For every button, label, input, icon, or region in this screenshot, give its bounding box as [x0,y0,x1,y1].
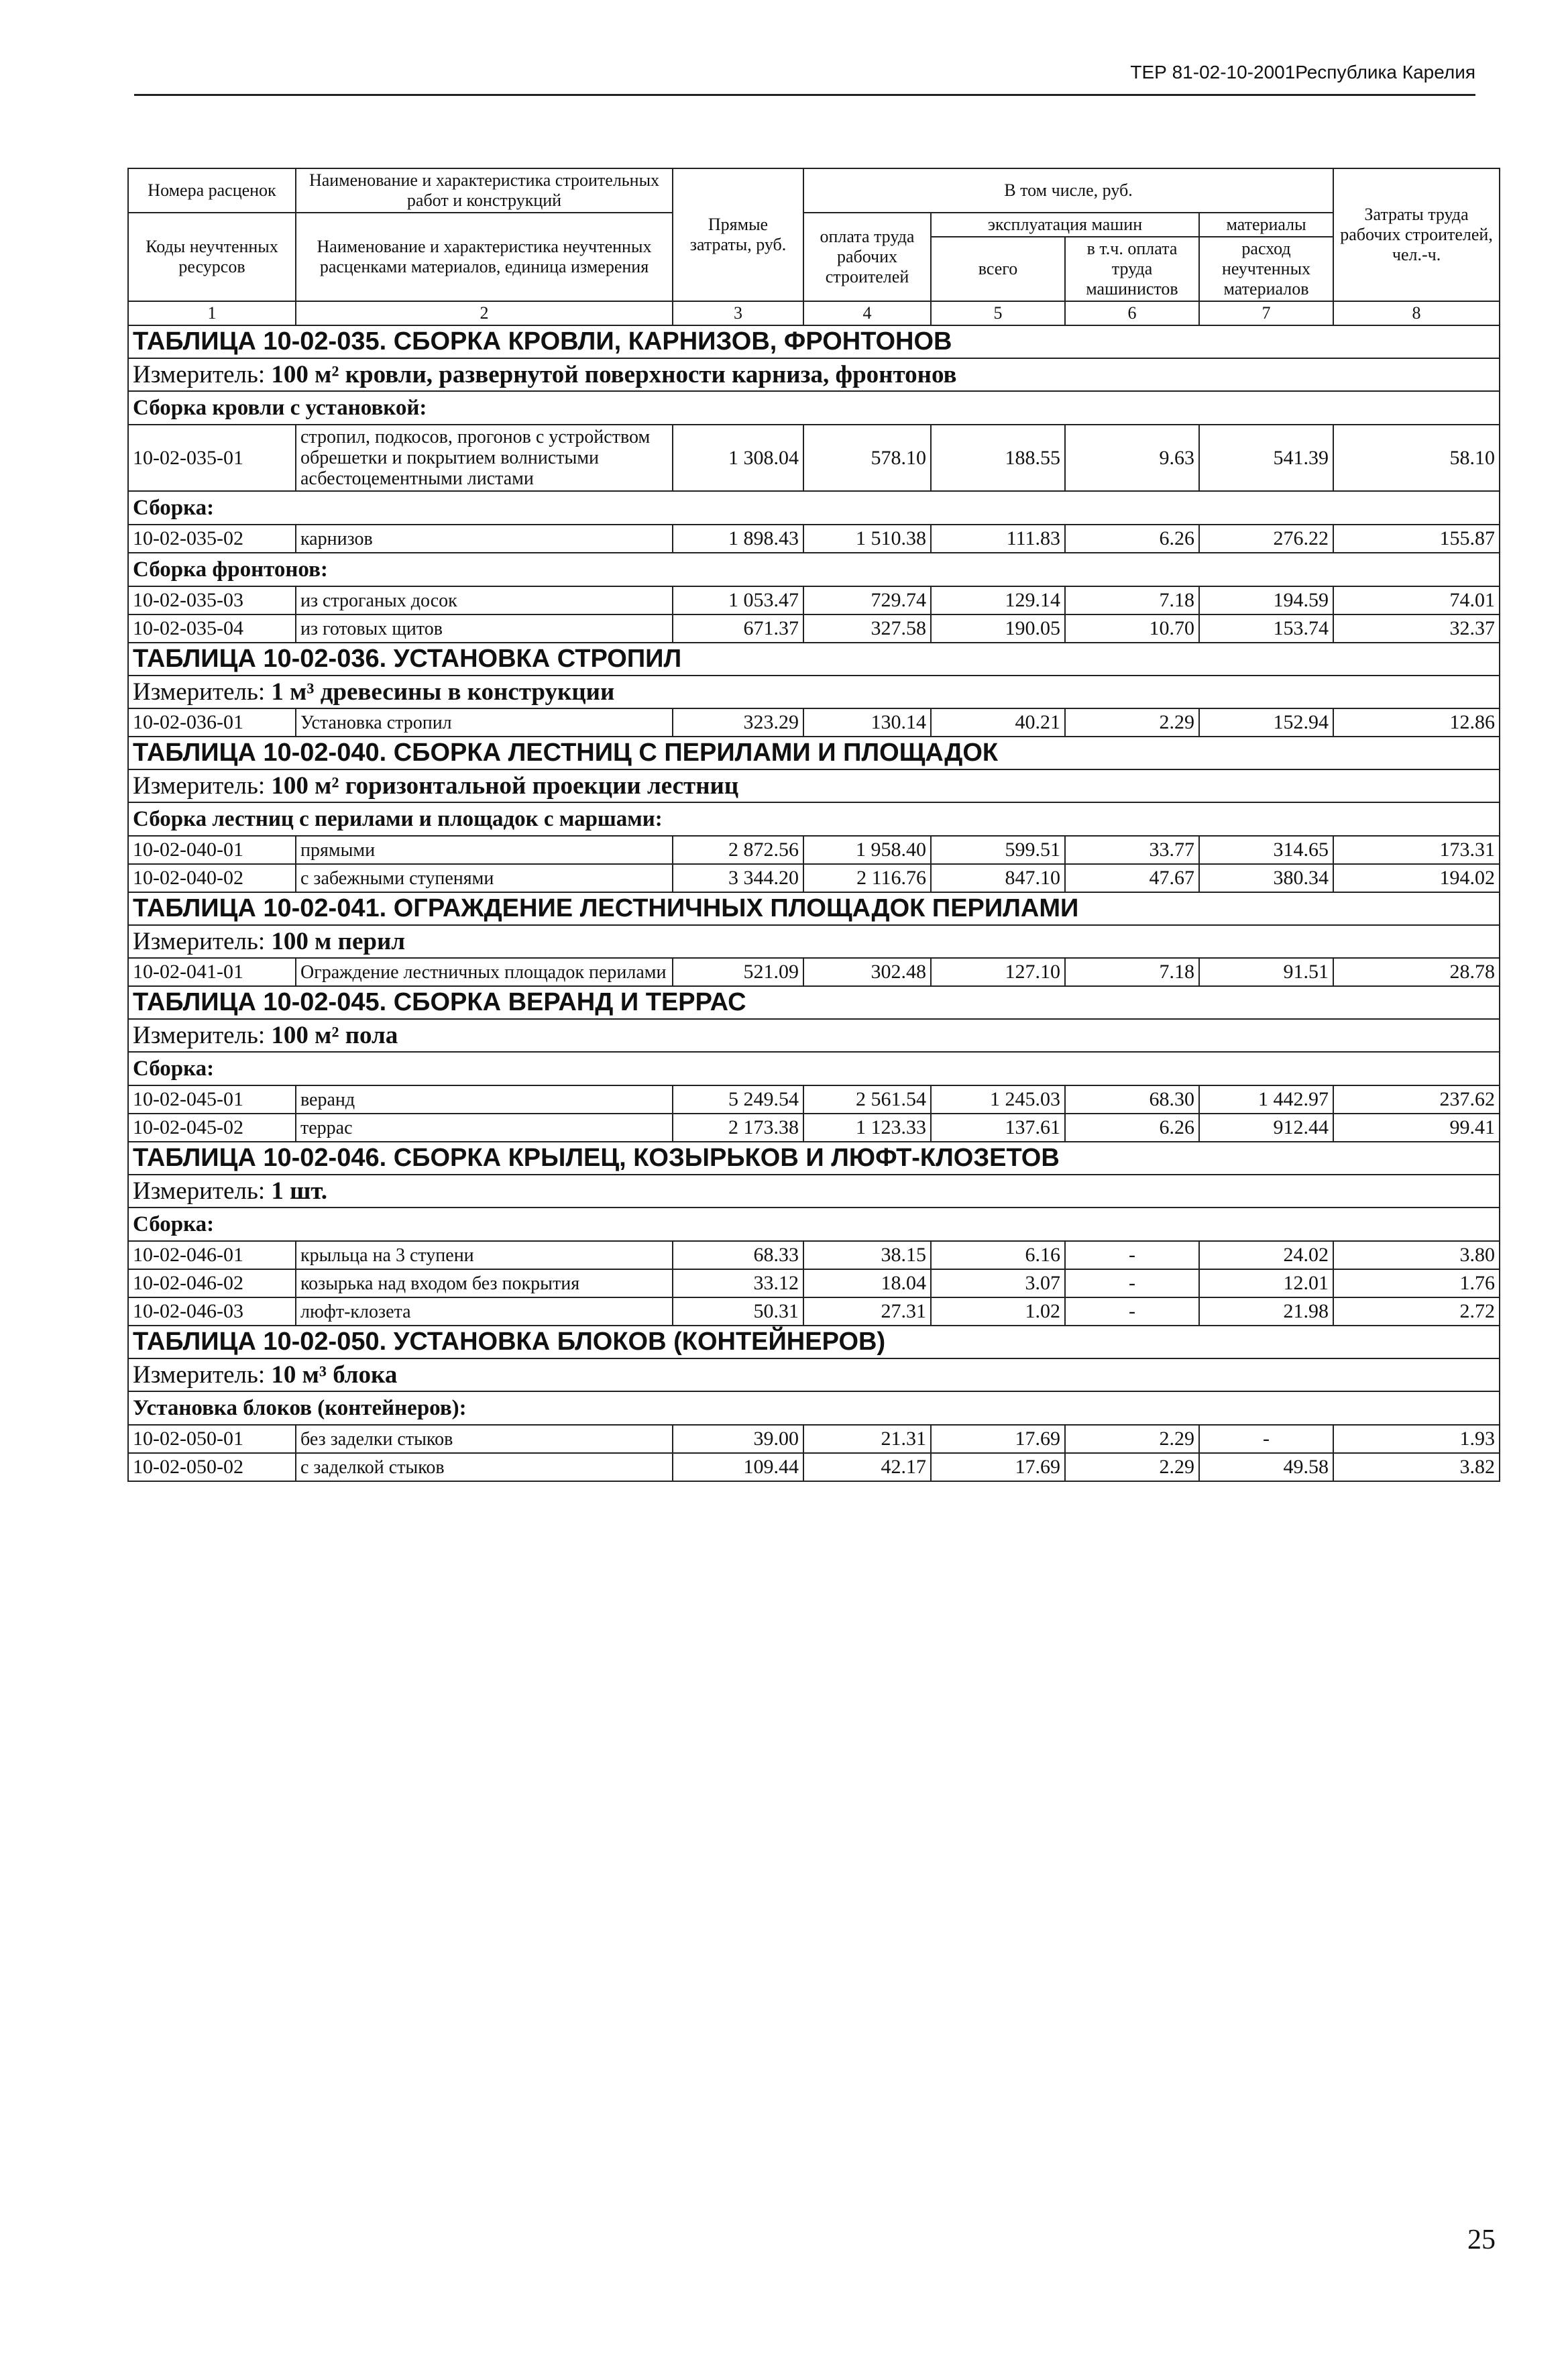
labor-cost: 302.48 [803,958,931,986]
table-title-row [128,737,1500,769]
materials-cost: 91.51 [1199,958,1333,986]
table-body [128,325,1500,1481]
table-measure-row [128,1175,1500,1208]
table-title: ТАБЛИЦА 10-02-036. УСТАНОВКА СТРОПИЛ [128,643,1500,676]
col-number: 2 [296,301,673,325]
table-measure [128,676,1500,708]
rate-code: 10-02-040-01 [128,836,296,864]
col-number: 7 [1199,301,1333,325]
labor-cost: 578.10 [803,425,931,491]
table-row [128,958,1500,986]
work-name: Ограждение лестничных площадок перилами [296,958,673,986]
machine-cost: 188.55 [931,425,1065,491]
table-measure-row [128,925,1500,958]
header-rule [134,94,1475,96]
machine-cost: 599.51 [931,836,1065,864]
table-title-row [128,325,1500,358]
labor-cost: 42.17 [803,1453,931,1481]
materials-cost: - [1199,1425,1333,1453]
table-row [128,1453,1500,1481]
col-name-top: Наименование и характеристика строительных работ и конструкций [296,168,673,213]
table-row [128,525,1500,553]
work-name: из строганых досок [296,586,673,614]
rate-code: 10-02-050-01 [128,1425,296,1453]
labor-hours: 58.10 [1333,425,1500,491]
direct-cost: 671.37 [673,614,803,643]
table-row [128,1425,1500,1453]
rate-code: 10-02-040-02 [128,864,296,892]
measure-value: 1 шт. [271,1177,328,1205]
materials-cost: 314.65 [1199,836,1333,864]
materials-cost: 49.58 [1199,1453,1333,1481]
work-name: крыльца на 3 ступени [296,1241,673,1269]
materials-cost: 912.44 [1199,1114,1333,1142]
table-measure [128,1019,1500,1052]
machinist-labor-cost: 33.77 [1065,836,1199,864]
machinist-labor-cost: 68.30 [1065,1085,1199,1114]
col-mach-labor: в т.ч. оплата труда машинистов [1065,237,1199,301]
work-name: веранд [296,1085,673,1114]
measure-prefix: Измеритель: [133,928,272,955]
col-number: 8 [1333,301,1500,325]
col-codes-top: Номера расценок [128,168,296,213]
materials-cost: 1 442.97 [1199,1085,1333,1114]
rate-code: 10-02-035-04 [128,614,296,643]
labor-cost: 21.31 [803,1425,931,1453]
direct-cost: 3 344.20 [673,864,803,892]
machine-cost: 17.69 [931,1453,1065,1481]
measure-value: 10 м³ блока [271,1361,398,1389]
table-title: ТАБЛИЦА 10-02-040. СБОРКА ЛЕСТНИЦ С ПЕРИЛАМИ И ПЛОЩАДОК [128,737,1500,769]
table-measure [128,1175,1500,1208]
machine-cost: 1.02 [931,1297,1065,1326]
direct-cost: 5 249.54 [673,1085,803,1114]
col-materials: материалы [1199,213,1333,237]
rate-code: 10-02-035-01 [128,425,296,491]
group-row [128,391,1500,425]
labor-hours: 74.01 [1333,586,1500,614]
measure-prefix: Измеритель: [133,678,272,706]
measure-value: 100 м перил [271,928,406,955]
header-row-2 [128,213,1500,237]
machinist-labor-cost: 2.29 [1065,708,1199,737]
table-row [128,836,1500,864]
labor-cost: 327.58 [803,614,931,643]
labor-hours: 237.62 [1333,1085,1500,1114]
work-name: без заделки стыков [296,1425,673,1453]
table-title: ТАБЛИЦА 10-02-045. СБОРКА ВЕРАНД И ТЕРРАС [128,986,1500,1019]
machinist-labor-cost: 2.29 [1065,1425,1199,1453]
labor-cost: 1 958.40 [803,836,931,864]
machine-cost: 129.14 [931,586,1065,614]
direct-cost: 109.44 [673,1453,803,1481]
direct-cost: 1 308.04 [673,425,803,491]
rate-code: 10-02-035-02 [128,525,296,553]
work-name: карнизов [296,525,673,553]
table-measure [128,358,1500,391]
column-numbers-row [128,301,1500,325]
table-title-row [128,643,1500,676]
machine-cost: 40.21 [931,708,1065,737]
rates-table [127,168,1500,1482]
table-row [128,864,1500,892]
labor-hours: 3.82 [1333,1453,1500,1481]
rate-code: 10-02-041-01 [128,958,296,986]
rate-code: 10-02-035-03 [128,586,296,614]
table-measure-row [128,676,1500,708]
work-name: козырька над входом без покрытия [296,1269,673,1297]
direct-cost: 39.00 [673,1425,803,1453]
group-row [128,1391,1500,1425]
group-label: Сборка: [128,491,1500,525]
col-direct: Прямые затраты, руб. [673,168,803,301]
table-measure [128,769,1500,802]
machinist-labor-cost: 10.70 [1065,614,1199,643]
group-row [128,491,1500,525]
group-label: Сборка: [128,1052,1500,1085]
measure-prefix: Измеритель: [133,1361,272,1389]
labor-hours: 12.86 [1333,708,1500,737]
machine-cost: 3.07 [931,1269,1065,1297]
labor-cost: 1 510.38 [803,525,931,553]
materials-cost: 194.59 [1199,586,1333,614]
table-row [128,1269,1500,1297]
table-row [128,586,1500,614]
table-row [128,1241,1500,1269]
labor-hours: 173.31 [1333,836,1500,864]
col-hours: Затраты труда рабочих строителей, чел.-ч. [1333,168,1500,301]
machinist-labor-cost: 6.26 [1065,525,1199,553]
labor-cost: 2 116.76 [803,864,931,892]
table-row [128,614,1500,643]
table-title: ТАБЛИЦА 10-02-050. УСТАНОВКА БЛОКОВ (КОНТЕЙНЕРОВ) [128,1326,1500,1358]
direct-cost: 50.31 [673,1297,803,1326]
machinist-labor-cost: - [1065,1241,1199,1269]
group-row [128,1208,1500,1241]
table-title: ТАБЛИЦА 10-02-041. ОГРАЖДЕНИЕ ЛЕСТНИЧНЫХ ПЛОЩАДОК ПЕРИЛАМИ [128,892,1500,925]
machine-cost: 127.10 [931,958,1065,986]
group-label: Сборка: [128,1208,1500,1241]
work-name: люфт-клозета [296,1297,673,1326]
table-title-row [128,892,1500,925]
table-measure-row [128,769,1500,802]
work-name: с заделкой стыков [296,1453,673,1481]
col-incl: В том числе, руб. [803,168,1333,213]
direct-cost: 1 053.47 [673,586,803,614]
materials-cost: 24.02 [1199,1241,1333,1269]
machine-cost: 1 245.03 [931,1085,1065,1114]
direct-cost: 1 898.43 [673,525,803,553]
measure-prefix: Измеритель: [133,772,272,800]
direct-cost: 33.12 [673,1269,803,1297]
measure-value: 100 м² пола [271,1022,398,1049]
direct-cost: 2 173.38 [673,1114,803,1142]
machinist-labor-cost: 6.26 [1065,1114,1199,1142]
labor-hours: 32.37 [1333,614,1500,643]
col-number: 5 [931,301,1065,325]
table-title: ТАБЛИЦА 10-02-035. СБОРКА КРОВЛИ, КАРНИЗОВ, ФРОНТОНОВ [128,325,1500,358]
materials-cost: 12.01 [1199,1269,1333,1297]
work-name: с забежными ступенями [296,864,673,892]
direct-cost: 68.33 [673,1241,803,1269]
work-name: Установка стропил [296,708,673,737]
machine-cost: 847.10 [931,864,1065,892]
machinist-labor-cost: 9.63 [1065,425,1199,491]
machinist-labor-cost: - [1065,1269,1199,1297]
direct-cost: 2 872.56 [673,836,803,864]
measure-prefix: Измеритель: [133,361,272,388]
col-codes-bottom: Коды неучтенных ресурсов [128,213,296,301]
labor-hours: 28.78 [1333,958,1500,986]
rate-code: 10-02-046-01 [128,1241,296,1269]
labor-cost: 130.14 [803,708,931,737]
document-code-header: ТЕР 81-02-10-2001Республика Карелия [1130,62,1475,83]
table-measure [128,925,1500,958]
labor-cost: 2 561.54 [803,1085,931,1114]
table-measure-row [128,1019,1500,1052]
work-name: прямыми [296,836,673,864]
labor-hours: 194.02 [1333,864,1500,892]
group-row [128,553,1500,586]
col-mach-total: всего [931,237,1065,301]
labor-cost: 27.31 [803,1297,931,1326]
table-title-row [128,986,1500,1019]
table-row [128,1085,1500,1114]
group-label: Сборка кровли с установкой: [128,391,1500,425]
group-row [128,802,1500,836]
measure-value: 1 м³ древесины в конструкции [271,678,615,706]
labor-hours: 3.80 [1333,1241,1500,1269]
col-number: 4 [803,301,931,325]
table-row [128,1114,1500,1142]
table-measure-row [128,358,1500,391]
table-measure [128,1358,1500,1391]
rate-code: 10-02-046-03 [128,1297,296,1326]
machinist-labor-cost: 2.29 [1065,1453,1199,1481]
col-number: 6 [1065,301,1199,325]
machinist-labor-cost: 47.67 [1065,864,1199,892]
group-label: Установка блоков (контейнеров): [128,1391,1500,1425]
machine-cost: 111.83 [931,525,1065,553]
direct-cost: 323.29 [673,708,803,737]
labor-hours: 155.87 [1333,525,1500,553]
labor-hours: 99.41 [1333,1114,1500,1142]
materials-cost: 152.94 [1199,708,1333,737]
materials-cost: 380.34 [1199,864,1333,892]
group-row [128,1052,1500,1085]
measure-prefix: Измеритель: [133,1022,272,1049]
header-row-1 [128,168,1500,213]
table-row [128,1297,1500,1326]
table-row [128,425,1500,491]
machine-cost: 137.61 [931,1114,1065,1142]
rate-code: 10-02-036-01 [128,708,296,737]
labor-hours: 1.93 [1333,1425,1500,1453]
col-labor: оплата труда рабочих строителей [803,213,931,301]
machine-cost: 17.69 [931,1425,1065,1453]
col-exploitation: эксплуатация машин [931,213,1199,237]
machinist-labor-cost: 7.18 [1065,586,1199,614]
col-name-bottom: Наименование и характеристика неучтенных расценками материалов, единица измерения [296,213,673,301]
group-label: Сборка лестниц с перилами и площадок с маршами: [128,802,1500,836]
direct-cost: 521.09 [673,958,803,986]
measure-value: 100 м² горизонтальной проекции лестниц [271,772,739,800]
materials-cost: 276.22 [1199,525,1333,553]
labor-cost: 729.74 [803,586,931,614]
machinist-labor-cost: - [1065,1297,1199,1326]
labor-cost: 1 123.33 [803,1114,931,1142]
materials-cost: 541.39 [1199,425,1333,491]
rate-code: 10-02-050-02 [128,1453,296,1481]
materials-cost: 21.98 [1199,1297,1333,1326]
col-number: 3 [673,301,803,325]
labor-hours: 2.72 [1333,1297,1500,1326]
labor-cost: 18.04 [803,1269,931,1297]
work-name: из готовых щитов [296,614,673,643]
table-measure-row [128,1358,1500,1391]
measure-prefix: Измеритель: [133,1177,272,1205]
labor-hours: 1.76 [1333,1269,1500,1297]
table-title-row [128,1326,1500,1358]
rate-code: 10-02-046-02 [128,1269,296,1297]
machine-cost: 190.05 [931,614,1065,643]
page-number: 25 [1467,2225,1496,2255]
materials-cost: 153.74 [1199,614,1333,643]
table-title-row [128,1142,1500,1175]
machine-cost: 6.16 [931,1241,1065,1269]
work-name: террас [296,1114,673,1142]
machinist-labor-cost: 7.18 [1065,958,1199,986]
group-label: Сборка фронтонов: [128,553,1500,586]
rate-code: 10-02-045-02 [128,1114,296,1142]
rate-code: 10-02-045-01 [128,1085,296,1114]
work-name: стропил, подкосов, прогонов с устройством обрешетки и покрытием волнистыми асбестоцементными листами [296,425,673,491]
table-title: ТАБЛИЦА 10-02-046. СБОРКА КРЫЛЕЦ, КОЗЫРЬКОВ И ЛЮФТ-КЛОЗЕТОВ [128,1142,1500,1175]
measure-value: 100 м² кровли, развернутой поверхности карниза, фронтонов [271,361,957,388]
table-row [128,708,1500,737]
labor-cost: 38.15 [803,1241,931,1269]
col-materials-use: расход неучтенных материалов [1199,237,1333,301]
col-number: 1 [128,301,296,325]
